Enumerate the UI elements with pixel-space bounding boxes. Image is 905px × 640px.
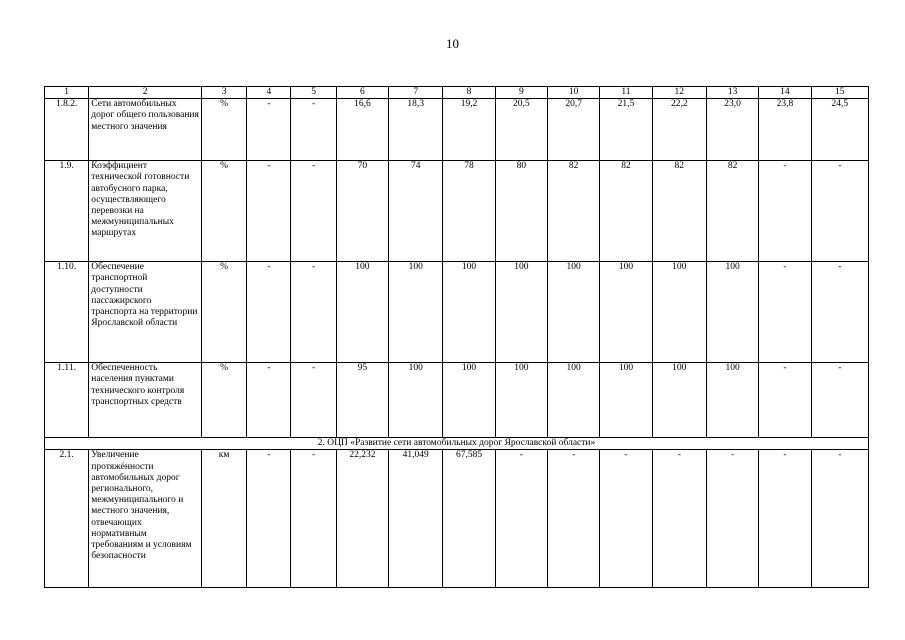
column-header: 13 <box>706 87 758 99</box>
column-header: 8 <box>443 87 495 99</box>
table-body <box>45 87 869 588</box>
unit-cell: % <box>201 161 246 262</box>
value-cell: 22,2 <box>652 99 706 161</box>
value-cell: 82 <box>706 161 758 262</box>
value-cell: - <box>652 450 706 588</box>
value-cell: 16,6 <box>336 99 388 161</box>
indicator-table <box>44 86 869 588</box>
column-header: 14 <box>759 87 811 99</box>
value-cell: 100 <box>336 262 388 363</box>
table-row <box>45 161 869 262</box>
value-cell: 82 <box>652 161 706 262</box>
column-header: 9 <box>495 87 547 99</box>
value-cell: 23,0 <box>706 99 758 161</box>
value-cell: - <box>759 262 811 363</box>
column-header: 10 <box>548 87 600 99</box>
column-header: 2 <box>89 87 202 99</box>
value-cell: - <box>811 450 868 588</box>
value-cell: 100 <box>652 262 706 363</box>
column-header: 7 <box>389 87 443 99</box>
value-cell: - <box>759 363 811 438</box>
table-row <box>45 363 869 438</box>
value-cell: 21,5 <box>600 99 652 161</box>
value-cell: 80 <box>495 161 547 262</box>
column-number-row <box>45 87 869 99</box>
value-cell: - <box>291 363 336 438</box>
indicator-name: Коэффициент технической готовности автобусного парка, осуществляющего перевозки на межмуниципальных маршрутах <box>89 161 202 262</box>
value-cell: - <box>291 450 336 588</box>
value-cell: - <box>247 363 291 438</box>
value-cell: 100 <box>495 363 547 438</box>
row-number: 2.1. <box>45 450 89 588</box>
value-cell: - <box>548 450 600 588</box>
value-cell: 100 <box>600 262 652 363</box>
value-cell: 100 <box>495 262 547 363</box>
value-cell: - <box>291 99 336 161</box>
table-row <box>45 450 869 588</box>
unit-cell: км <box>201 450 246 588</box>
value-cell: 18,3 <box>389 99 443 161</box>
value-cell: 100 <box>652 363 706 438</box>
column-header: 1 <box>45 87 89 99</box>
column-header: 3 <box>201 87 246 99</box>
row-number: 1.11. <box>45 363 89 438</box>
value-cell: 100 <box>706 262 758 363</box>
section-row <box>45 438 869 450</box>
value-cell: 74 <box>389 161 443 262</box>
value-cell: - <box>811 262 868 363</box>
value-cell: 78 <box>443 161 495 262</box>
value-cell: 100 <box>389 262 443 363</box>
value-cell: - <box>291 262 336 363</box>
value-cell: 100 <box>443 262 495 363</box>
value-cell: 20,5 <box>495 99 547 161</box>
indicator-name: Увеличение протяжённости автомобильных дорог регионального, межмуниципального и местного значения, отвечающих нормативным требованиям и условиям безопасности <box>89 450 202 588</box>
value-cell: - <box>247 262 291 363</box>
column-header: 11 <box>600 87 652 99</box>
value-cell: - <box>247 161 291 262</box>
value-cell: - <box>759 161 811 262</box>
column-header: 12 <box>652 87 706 99</box>
indicator-name: Сети автомобильных дорог общего пользования местного значения <box>89 99 202 161</box>
table-row <box>45 99 869 161</box>
value-cell: 95 <box>336 363 388 438</box>
value-cell: 70 <box>336 161 388 262</box>
value-cell: 82 <box>548 161 600 262</box>
value-cell: 100 <box>389 363 443 438</box>
unit-cell: % <box>201 99 246 161</box>
value-cell: - <box>706 450 758 588</box>
row-number: 1.8.2. <box>45 99 89 161</box>
section-title: 2. ОЦП «Развитие сети автомобильных дорог Ярославской области» <box>45 438 869 450</box>
value-cell: 100 <box>706 363 758 438</box>
value-cell: - <box>495 450 547 588</box>
column-header: 5 <box>291 87 336 99</box>
value-cell: - <box>600 450 652 588</box>
page-number: 10 <box>446 36 459 51</box>
value-cell: - <box>247 99 291 161</box>
value-cell: - <box>811 161 868 262</box>
value-cell: 100 <box>600 363 652 438</box>
value-cell: 67,585 <box>443 450 495 588</box>
unit-cell: % <box>201 262 246 363</box>
value-cell: - <box>811 363 868 438</box>
value-cell: 41,049 <box>389 450 443 588</box>
value-cell: - <box>759 450 811 588</box>
value-cell: - <box>247 450 291 588</box>
column-header: 4 <box>247 87 291 99</box>
value-cell: 100 <box>548 363 600 438</box>
row-number: 1.10. <box>45 262 89 363</box>
value-cell: 23,8 <box>759 99 811 161</box>
value-cell: 100 <box>548 262 600 363</box>
indicator-name: Обеспеченность населения пунктами технического контроля транспортных средств <box>89 363 202 438</box>
value-cell: 20,7 <box>548 99 600 161</box>
value-cell: 24,5 <box>811 99 868 161</box>
column-header: 15 <box>811 87 868 99</box>
column-header: 6 <box>336 87 388 99</box>
row-number: 1.9. <box>45 161 89 262</box>
value-cell: 82 <box>600 161 652 262</box>
unit-cell: % <box>201 363 246 438</box>
value-cell: 100 <box>443 363 495 438</box>
value-cell: 19,2 <box>443 99 495 161</box>
indicator-name: Обеспечение транспортной доступности пассажирского транспорта на территории Ярославской области <box>89 262 202 363</box>
value-cell: 22,232 <box>336 450 388 588</box>
table-row <box>45 262 869 363</box>
value-cell: - <box>291 161 336 262</box>
